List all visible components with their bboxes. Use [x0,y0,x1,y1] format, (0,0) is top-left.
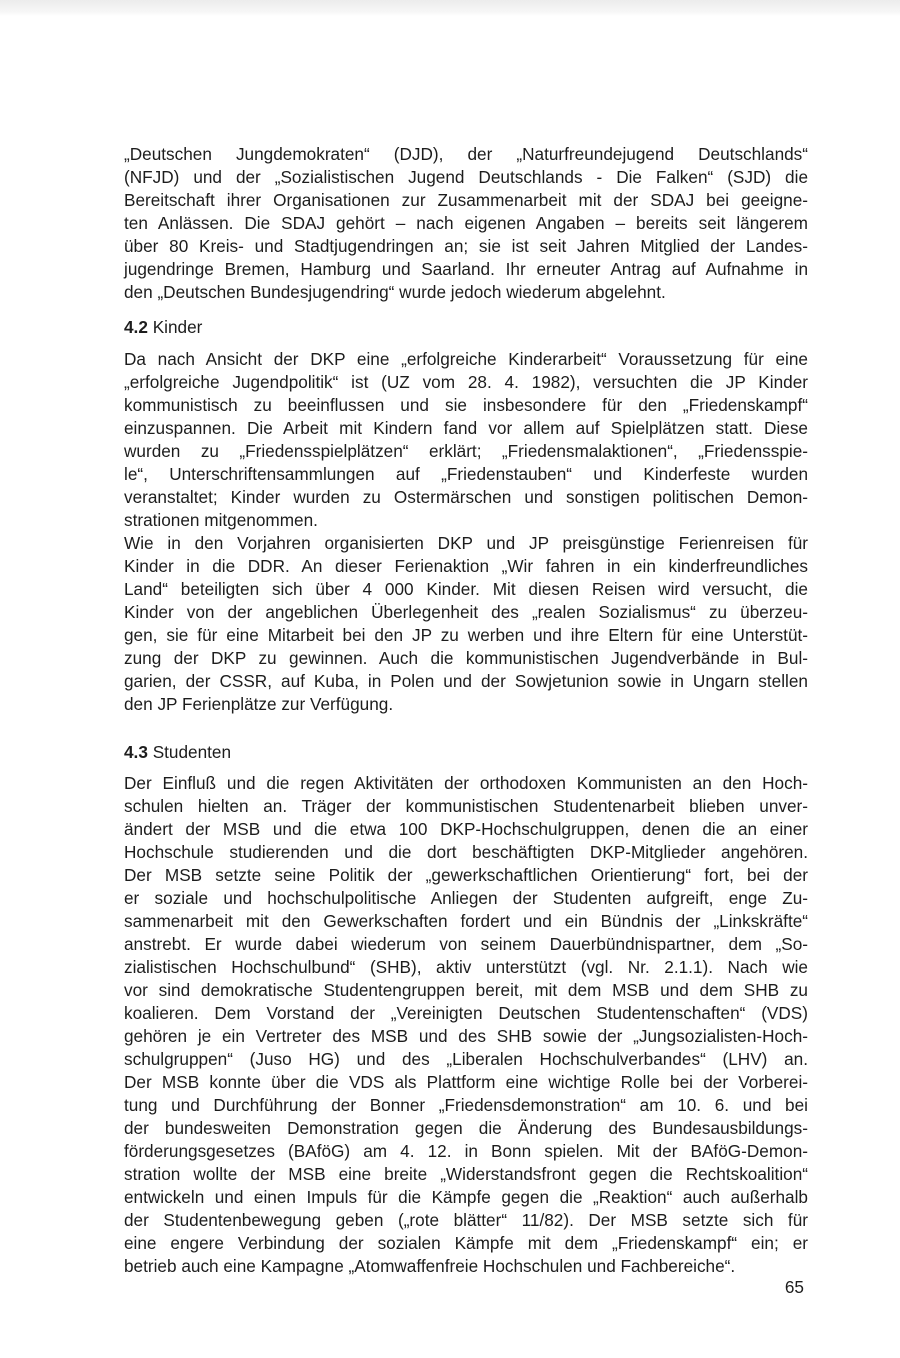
text-line: Land“ beteiligten sich über 4 000 Kinder. Mit diesen Reisen wird versucht, die [124,579,808,599]
text-line: entwickeln und einen Impuls für die Kämpfe gegen die „Reaktion“ auch außerhalb [124,1187,808,1207]
text-line: Da nach Ansicht der DKP eine „erfolgreiche Kinderarbeit“ Voraussetzung für eine [124,349,808,369]
text-line: er soziale und hochschulpolitische Anliegen der Studenten aufgreift, enge Zu- [124,888,808,908]
text-line: garien, der CSSR, auf Kuba, in Polen und der Sowjetunion sowie in Ungarn stellen [124,671,808,691]
section-number: 4.3 [124,742,148,762]
text-line: (NFJD) und der „Sozialistischen Jugend Deutschlands - Die Falken“ (SJD) die [124,167,808,187]
section-number: 4.2 [124,317,148,337]
text-line: Kinder in die DDR. An dieser Ferienaktion „Wir fahren in ein kinderfreundliches [124,556,808,576]
text-line: kommunistisch zu beeinflussen und sie insbesondere für den „Friedenskampf“ [124,395,808,415]
text-line: den „Deutschen Bundesjugendring“ wurde jedoch wiederum abgelehnt. [124,282,666,302]
section-heading-4-2 [124,316,202,338]
text-line: der Studentenbewegung geben („rote blätter“ 11/82). Der MSB setzte sich für [124,1210,808,1230]
text-line: strationen mitgenommen. [124,510,318,530]
text-line: förderungsgesetzes (BAföG) am 4. 12. in Bonn spielen. Mit der BAföG-Demon- [124,1141,808,1161]
text-line: Bereitschaft ihrer Organisationen zur Zusammenarbeit mit der SDAJ bei geeigne- [124,190,808,210]
text-line: schulen hielten an. Träger der kommunistischen Studentenarbeit blieben unver- [124,796,808,816]
text-line: stration wollte der MSB eine breite „Widerstandsfront gegen die Rechtskoalition“ [124,1164,808,1184]
text-line: vor sind demokratische Studentengruppen bereit, mit dem MSB und dem SHB zu [124,980,808,1000]
text-line: Kinder von der angeblichen Überlegenheit des „realen Sozialismus“ zu überzeu- [124,602,808,622]
text-line: der bundesweiten Demonstration gegen die Änderung des Bundesausbildungs- [124,1118,808,1138]
section-title: Studenten [152,742,232,762]
text-line: Der MSB setzte seine Politik der „gewerkschaftlichen Orientierung“ fort, bei der [124,865,808,885]
text-line: wurden zu „Friedensspielplätzen“ erklärt; „Friedensmalaktionen“, „Friedensspie- [124,441,808,461]
text-line: zung der DKP zu gewinnen. Auch die kommunistischen Jugendverbände in Bul- [124,648,808,668]
text-line: Hochschule studierenden und die dort beschäftigten DKP-Mitglieder angehören. [124,842,808,862]
text-line: betrieb auch eine Kampagne „Atomwaffenfreie Hochschulen und Fachbereiche“. [124,1256,736,1276]
text-line: ten Anlässen. Die SDAJ gehört – nach eigenen Angaben – bereits seit längerem [124,213,808,233]
text-line: eine engere Verbindung der sozialen Kämpfe mit dem „Friedenskampf“ ein; er [124,1233,808,1253]
page-number: 65 [784,1277,804,1297]
text-line: schulgruppen“ (Juso HG) und des „Liberalen Hochschulverbandes“ (LHV) an. [124,1049,808,1069]
section-title: Kinder [152,317,203,337]
text-line: ändert der MSB und die etwa 100 DKP-Hochschulgruppen, denen die an einer [124,819,808,839]
text-line: „Deutschen Jungdemokraten“ (DJD), der „Naturfreundejugend Deutschlands“ [124,144,808,164]
text-line: sammenarbeit mit den Gewerkschaften fordert und ein Bündnis der „Linkskräfte“ [124,911,808,931]
text-line: Der MSB konnte über die VDS als Plattform eine wichtige Rolle bei der Vorberei- [124,1072,808,1092]
text-line: le“, Unterschriftensammlungen auf „Friedenstauben“ und Kinderfeste wurden [124,464,808,484]
text-line: koalieren. Dem Vorstand der „Vereinigten Deutschen Studentenschaften“ (VDS) [124,1003,808,1023]
text-line: einzuspannen. Die Arbeit mit Kindern fand vor allem auf Spielplätzen statt. Diese [124,418,808,438]
text-line: tung und Durchführung der Bonner „Friedensdemonstration“ am 10. 6. und bei [124,1095,808,1115]
text-line: „erfolgreiche Jugendpolitik“ ist (UZ vom 28. 4. 1982), versuchten die JP Kinder [124,372,808,392]
text-line: jugendringe Bremen, Hamburg und Saarland. Ihr erneuter Antrag auf Aufnahme in [124,259,808,279]
text-line: gehören je ein Vertreter des MSB und des SHB sowie der „Jungsozialisten-Hoch- [124,1026,808,1046]
section-heading-4-3 [124,741,231,763]
text-line: über 80 Kreis- und Stadtjugendringen an; sie ist seit Jahren Mitglied der Landes- [124,236,808,256]
text-line: den JP Ferienplätze zur Verfügung. [124,694,394,714]
text-line: Wie in den Vorjahren organisierten DKP und JP preisgünstige Ferienreisen für [124,533,808,553]
text-line: Der Einfluß und die regen Aktivitäten der orthodoxen Kommunisten an den Hoch- [124,773,808,793]
text-line: veranstaltet; Kinder wurden zu Ostermärschen und sonstigen politischen Demon- [124,487,808,507]
text-line: zialistischen Hochschulbund“ (SHB), aktiv unterstützt (vgl. Nr. 2.1.1). Nach wie [124,957,808,977]
text-line: gen, sie für eine Mitarbeit bei den JP zu werben und ihre Eltern für eine Unterstüt- [124,625,808,645]
text-line: anstrebt. Er wurde dabei wiederum von seinem Dauerbündnispartner, dem „So- [124,934,808,954]
